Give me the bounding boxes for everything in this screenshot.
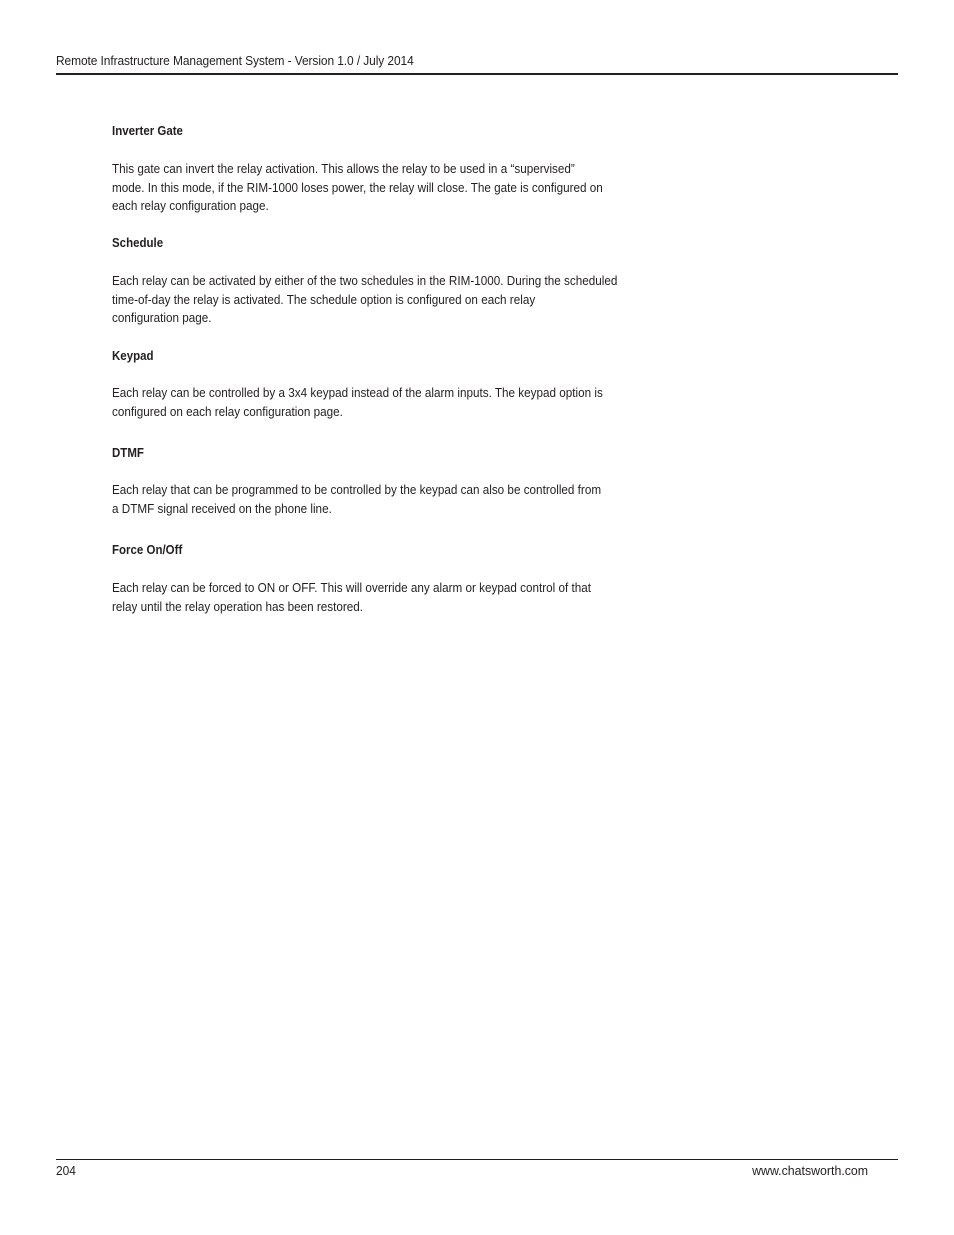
body-keypad	[112, 384, 652, 421]
heading-inverter-gate: Inverter Gate	[112, 124, 183, 138]
body-line: a DTMF signal received on the phone line.	[112, 500, 332, 516]
body-line: This gate can invert the relay activation. This allows the relay to be used in a “supervised”	[112, 161, 575, 176]
body-inverter-gate	[112, 160, 652, 216]
footer-url: www.chatsworth.com	[752, 1163, 868, 1178]
heading-keypad: Keypad	[112, 349, 154, 363]
body-line: Each relay can be controlled by a 3x4 keypad instead of the alarm inputs. The keypad option is	[112, 385, 603, 400]
body-line: configuration page.	[112, 310, 212, 326]
body-line: mode. In this mode, if the RIM-1000 loses power, the relay will close. The gate is configured on	[112, 179, 603, 195]
body-force-on-off	[112, 579, 652, 616]
body-line: configured on each relay configuration page.	[112, 403, 343, 419]
body-line: time-of-day the relay is activated. The schedule option is configured on each relay	[112, 291, 536, 307]
body-schedule	[112, 272, 652, 328]
body-line: each relay configuration page.	[112, 198, 269, 214]
body-line: Each relay that can be programmed to be controlled by the keypad can also be controlled from	[112, 482, 602, 497]
body-dtmf	[112, 481, 652, 518]
body-line: Each relay can be activated by either of the two schedules in the RIM-1000. During the scheduled	[112, 273, 618, 288]
heading-schedule: Schedule	[112, 236, 164, 250]
header-title: Remote Infrastructure Management System - Version 1.0 / July 2014	[56, 53, 414, 68]
body-line: relay until the relay operation has been restored.	[112, 598, 364, 614]
body-line: Each relay can be forced to ON or OFF. This will override any alarm or keypad control of that	[112, 580, 592, 595]
page-number: 204	[56, 1163, 76, 1178]
page-footer	[56, 1159, 898, 1180]
page-header	[56, 52, 898, 75]
heading-force-on-off: Force On/Off	[112, 543, 183, 557]
heading-dtmf: DTMF	[112, 446, 144, 460]
